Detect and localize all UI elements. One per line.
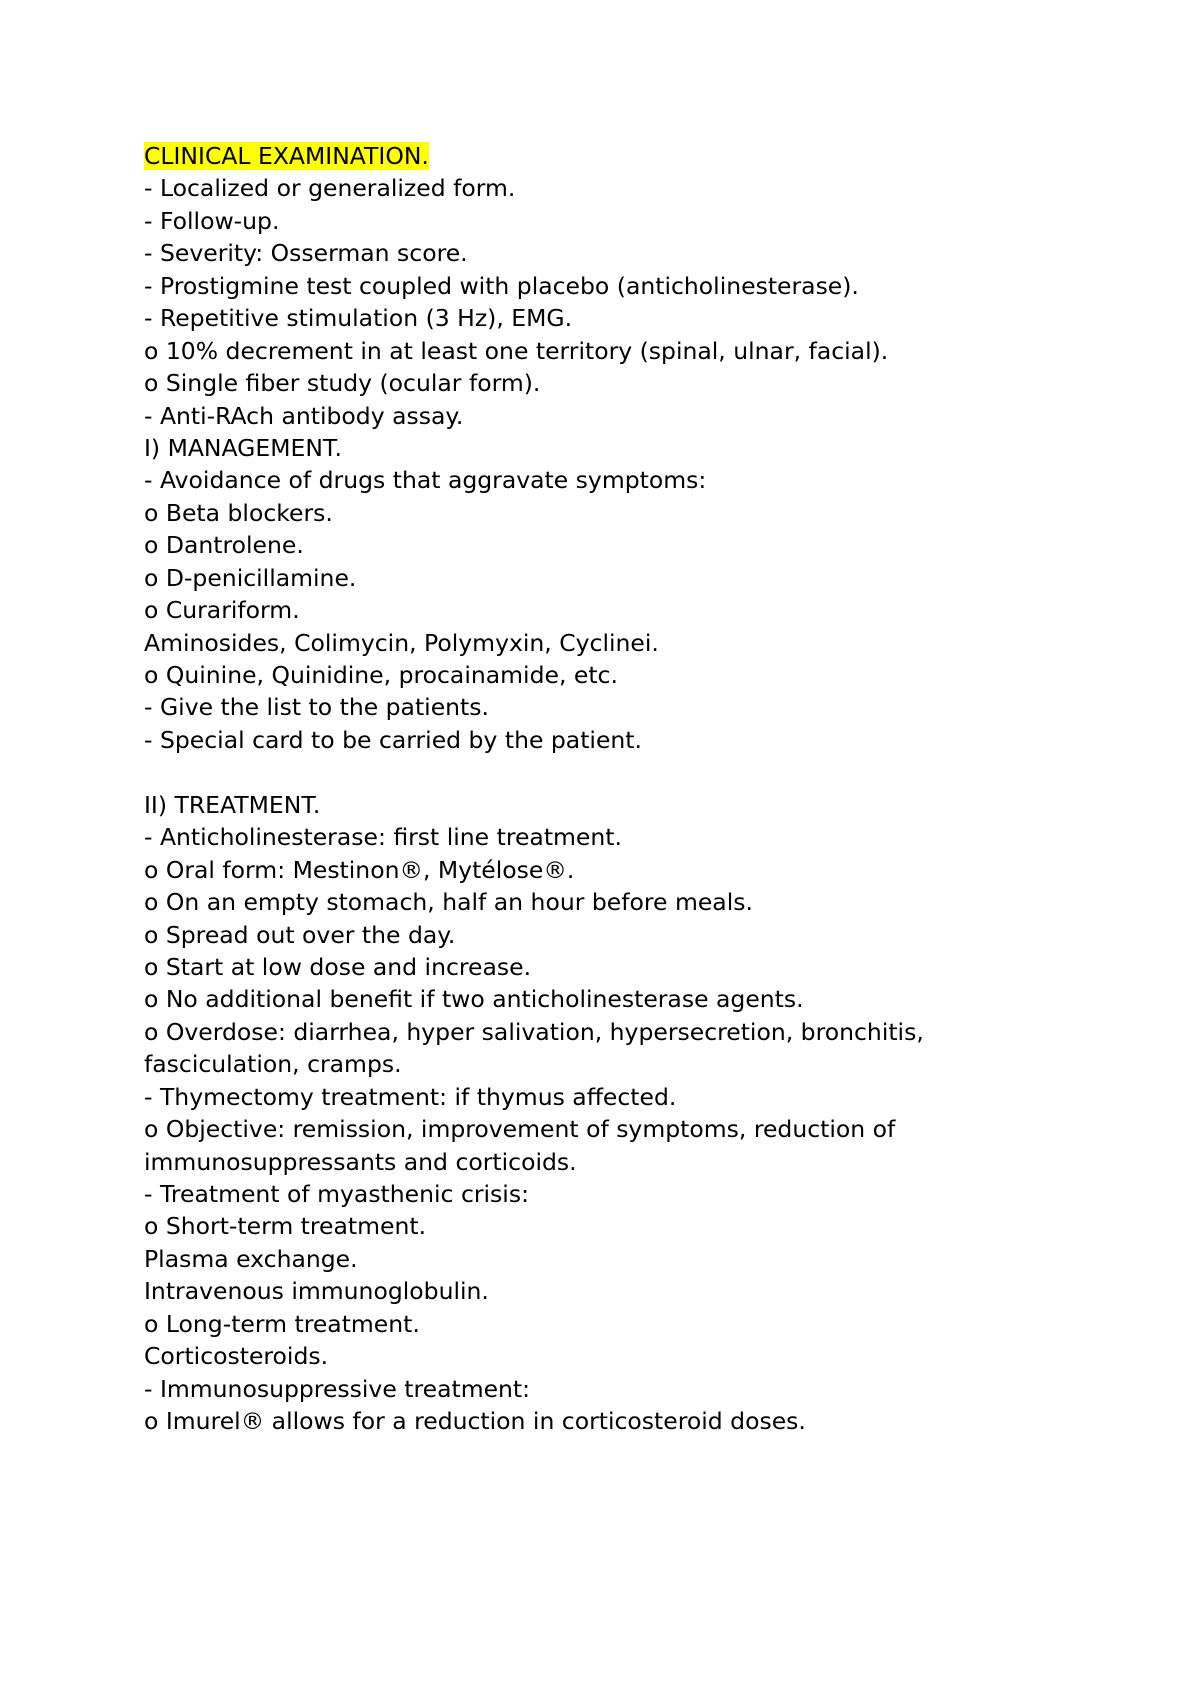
text-line: Intravenous immunoglobulin. [144,1277,489,1306]
document-body [144,140,1104,1438]
text-line: - Special card to be carried by the patient. [144,725,642,754]
text-line: o Short-term treatment. [144,1212,427,1241]
text-line: - Avoidance of drugs that aggravate symptoms: [144,466,707,495]
document-lines [144,172,1104,1437]
text-line: - Treatment of myasthenic crisis: [144,1180,529,1208]
text-line: - Follow-up. [144,206,280,235]
text-line: o 10% decrement in at least one territory (spinal, ulnar, facial). [144,336,889,365]
text-line: Plasma exchange. [144,1244,358,1273]
text-line: o Imurel® allows for a reduction in corticosteroid doses. [144,1407,806,1436]
text-line: o Spread out over the day. [144,920,456,949]
text-line: - Anticholinesterase: first line treatment. [144,823,622,852]
text-line: o Overdose: diarrhea, hyper salivation, hypersecretion, bronchitis, [144,1017,924,1046]
text-line: o Beta blockers. [144,498,333,527]
text-line: Corticosteroids. [144,1342,329,1371]
text-line: II) TREATMENT. [144,790,321,819]
text-line: o D-penicillamine. [144,563,357,592]
text-line: - Immunosuppressive treatment: [144,1374,531,1403]
text-line: I) MANAGEMENT. [144,433,342,462]
text-line: fasciculation, cramps. [144,1050,402,1079]
blank-line [144,756,1104,788]
text-line: - Repetitive stimulation (3 Hz), EMG. [144,304,573,333]
text-line: o On an empty stomach, half an hour before meals. [144,888,753,917]
text-line: - Give the list to the patients. [144,693,489,722]
text-line: o Curariform. [144,596,300,625]
text-line: - Severity: Osserman score. [144,239,468,268]
text-line: - Localized or generalized form. [144,174,516,203]
text-line: o Oral form: Mestinon®, Mytélose®. [144,855,575,884]
text-line: immunosuppressants and corticoids. [144,1147,577,1176]
text-line: - Anti-RAch antibody assay. [144,401,464,430]
section-heading-highlighted: CLINICAL EXAMINATION. [144,142,429,170]
text-line: o Start at low dose and increase. [144,952,532,981]
text-line: - Thymectomy treatment: if thymus affected. [144,1082,677,1111]
text-line: o Single fiber study (ocular form). [144,369,541,398]
text-line: o Quinine, Quinidine, procainamide, etc. [144,661,618,689]
text-line: - Prostigmine test coupled with placebo (anticholinesterase). [144,271,859,300]
text-line: o Dantrolene. [144,531,304,560]
text-line: Aminosides, Colimycin, Polymyxin, Cyclinei. [144,628,659,657]
text-line: o Long-term treatment. [144,1309,420,1338]
heading-line [144,140,1104,172]
text-line: o Objective: remission, improvement of symptoms, reduction of [144,1115,896,1144]
text-line: o No additional benefit if two anticholinesterase agents. [144,985,804,1014]
